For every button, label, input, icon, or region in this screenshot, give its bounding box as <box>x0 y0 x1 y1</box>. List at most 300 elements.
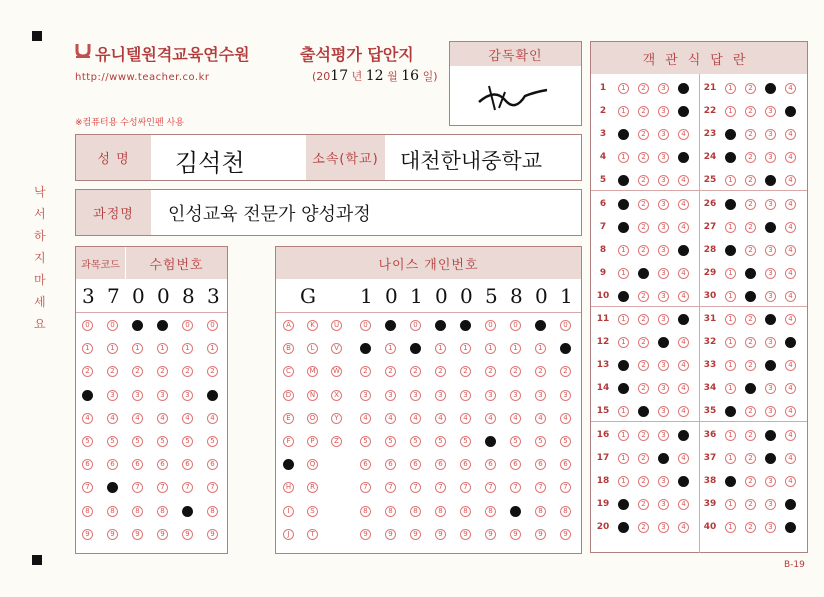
neis-digit-bubble[interactable]: 8 <box>460 506 471 517</box>
answer-bubble[interactable]: 4 <box>785 129 796 140</box>
neis-digit-bubble[interactable]: 7 <box>535 482 546 493</box>
code-bubble[interactable]: 6 <box>82 459 93 470</box>
neis-digit-bubble[interactable]: 3 <box>535 390 546 401</box>
neis-letter-bubble[interactable]: R <box>307 482 318 493</box>
neis-digit-bubble[interactable]: 1 <box>410 343 421 354</box>
neis-digit-bubble[interactable]: 7 <box>460 482 471 493</box>
code-bubble[interactable]: 6 <box>132 459 143 470</box>
code-bubble[interactable]: 5 <box>207 436 218 447</box>
neis-letter-bubble[interactable]: G <box>283 459 294 470</box>
code-bubble[interactable]: 5 <box>182 436 193 447</box>
neis-digit-bubble[interactable]: 3 <box>385 390 396 401</box>
answer-bubble[interactable]: 1 <box>725 522 736 533</box>
answer-bubble[interactable]: 2 <box>638 360 649 371</box>
answer-bubble[interactable]: 1 <box>725 83 736 94</box>
code-bubble[interactable]: 9 <box>82 529 93 540</box>
answer-bubble[interactable]: 3 <box>658 406 669 417</box>
answer-bubble[interactable]: 1 <box>618 360 629 371</box>
answer-bubble[interactable]: 1 <box>618 152 629 163</box>
code-bubble[interactable]: 8 <box>132 506 143 517</box>
neis-digit-bubble[interactable]: 8 <box>435 506 446 517</box>
code-bubble[interactable]: 9 <box>157 529 168 540</box>
answer-bubble[interactable]: 2 <box>638 175 649 186</box>
neis-digit-bubble[interactable]: 0 <box>360 320 371 331</box>
answer-bubble[interactable]: 1 <box>725 106 736 117</box>
answer-bubble[interactable]: 4 <box>785 106 796 117</box>
code-bubble[interactable]: 9 <box>182 529 193 540</box>
neis-letter-bubble[interactable]: P <box>307 436 318 447</box>
neis-digit-bubble[interactable]: 6 <box>510 459 521 470</box>
answer-bubble[interactable]: 2 <box>638 499 649 510</box>
answer-bubble[interactable]: 2 <box>638 199 649 210</box>
answer-bubble[interactable]: 4 <box>678 268 689 279</box>
neis-letter-bubble[interactable]: I <box>283 506 294 517</box>
neis-digit-bubble[interactable]: 1 <box>460 343 471 354</box>
code-bubble[interactable]: 7 <box>182 482 193 493</box>
answer-bubble[interactable]: 2 <box>745 106 756 117</box>
code-bubble[interactable]: 3 <box>182 390 193 401</box>
neis-digit-bubble[interactable]: 1 <box>560 343 571 354</box>
answer-bubble[interactable]: 3 <box>765 152 776 163</box>
answer-bubble[interactable]: 1 <box>618 129 629 140</box>
neis-digit-bubble[interactable]: 9 <box>385 529 396 540</box>
answer-bubble[interactable]: 3 <box>765 383 776 394</box>
answer-bubble[interactable]: 4 <box>785 337 796 348</box>
neis-digit-bubble[interactable]: 3 <box>560 390 571 401</box>
code-bubble[interactable]: 5 <box>107 436 118 447</box>
code-bubble[interactable]: 0 <box>82 320 93 331</box>
answer-bubble[interactable]: 3 <box>658 383 669 394</box>
answer-bubble[interactable]: 1 <box>725 499 736 510</box>
answer-bubble[interactable]: 1 <box>618 430 629 441</box>
neis-digit-bubble[interactable]: 1 <box>485 343 496 354</box>
answer-bubble[interactable]: 3 <box>765 430 776 441</box>
answer-bubble[interactable]: 4 <box>678 337 689 348</box>
neis-digit-bubble[interactable]: 0 <box>510 320 521 331</box>
neis-digit-bubble[interactable]: 8 <box>485 506 496 517</box>
code-bubble[interactable]: 9 <box>132 529 143 540</box>
answer-bubble[interactable]: 1 <box>618 453 629 464</box>
answer-bubble[interactable]: 2 <box>638 453 649 464</box>
neis-digit-bubble[interactable]: 9 <box>510 529 521 540</box>
code-bubble[interactable]: 3 <box>207 390 218 401</box>
code-bubble[interactable]: 5 <box>157 436 168 447</box>
neis-letter-bubble[interactable]: K <box>307 320 318 331</box>
code-bubble[interactable]: 6 <box>182 459 193 470</box>
answer-bubble[interactable]: 2 <box>745 314 756 325</box>
answer-bubble[interactable]: 4 <box>678 245 689 256</box>
answer-bubble[interactable]: 1 <box>725 268 736 279</box>
neis-letter-bubble[interactable]: L <box>307 343 318 354</box>
answer-bubble[interactable]: 2 <box>745 129 756 140</box>
answer-bubble[interactable]: 4 <box>678 476 689 487</box>
answer-bubble[interactable]: 4 <box>678 291 689 302</box>
neis-digit-bubble[interactable]: 8 <box>560 506 571 517</box>
code-bubble[interactable]: 3 <box>132 390 143 401</box>
answer-bubble[interactable]: 4 <box>678 522 689 533</box>
neis-digit-bubble[interactable]: 9 <box>360 529 371 540</box>
code-bubble[interactable]: 6 <box>157 459 168 470</box>
answer-bubble[interactable]: 2 <box>638 522 649 533</box>
code-bubble[interactable]: 3 <box>107 390 118 401</box>
answer-bubble[interactable]: 2 <box>745 453 756 464</box>
answer-bubble[interactable]: 1 <box>725 291 736 302</box>
answer-bubble[interactable]: 4 <box>785 245 796 256</box>
neis-digit-bubble[interactable]: 5 <box>410 436 421 447</box>
code-bubble[interactable]: 2 <box>182 366 193 377</box>
answer-bubble[interactable]: 1 <box>725 360 736 371</box>
code-bubble[interactable]: 8 <box>82 506 93 517</box>
answer-bubble[interactable]: 2 <box>638 476 649 487</box>
answer-bubble[interactable]: 4 <box>678 129 689 140</box>
neis-digit-bubble[interactable]: 1 <box>510 343 521 354</box>
answer-bubble[interactable]: 4 <box>678 314 689 325</box>
neis-digit-bubble[interactable]: 2 <box>485 366 496 377</box>
neis-digit-bubble[interactable]: 3 <box>485 390 496 401</box>
answer-bubble[interactable]: 3 <box>765 337 776 348</box>
code-bubble[interactable]: 1 <box>107 343 118 354</box>
neis-digit-bubble[interactable]: 8 <box>385 506 396 517</box>
answer-bubble[interactable]: 4 <box>785 291 796 302</box>
code-bubble[interactable]: 2 <box>157 366 168 377</box>
answer-bubble[interactable]: 1 <box>618 314 629 325</box>
answer-bubble[interactable]: 4 <box>678 83 689 94</box>
answer-bubble[interactable]: 3 <box>658 268 669 279</box>
code-bubble[interactable]: 9 <box>107 529 118 540</box>
code-bubble[interactable]: 4 <box>132 413 143 424</box>
answer-bubble[interactable]: 1 <box>725 129 736 140</box>
code-bubble[interactable]: 4 <box>82 413 93 424</box>
neis-digit-bubble[interactable]: 8 <box>410 506 421 517</box>
code-bubble[interactable]: 8 <box>182 506 193 517</box>
answer-bubble[interactable]: 4 <box>785 499 796 510</box>
answer-bubble[interactable]: 3 <box>765 314 776 325</box>
answer-bubble[interactable]: 1 <box>725 406 736 417</box>
neis-letter-bubble[interactable]: N <box>307 390 318 401</box>
answer-bubble[interactable]: 2 <box>638 430 649 441</box>
code-bubble[interactable]: 5 <box>132 436 143 447</box>
answer-bubble[interactable]: 3 <box>658 291 669 302</box>
neis-digit-bubble[interactable]: 6 <box>560 459 571 470</box>
answer-bubble[interactable]: 3 <box>658 222 669 233</box>
code-bubble[interactable]: 1 <box>157 343 168 354</box>
neis-digit-bubble[interactable]: 9 <box>410 529 421 540</box>
answer-bubble[interactable]: 2 <box>745 152 756 163</box>
neis-digit-bubble[interactable]: 2 <box>535 366 546 377</box>
neis-digit-bubble[interactable]: 4 <box>385 413 396 424</box>
answer-bubble[interactable]: 1 <box>725 314 736 325</box>
answer-bubble[interactable]: 3 <box>658 106 669 117</box>
answer-bubble[interactable]: 2 <box>745 499 756 510</box>
answer-bubble[interactable]: 4 <box>785 268 796 279</box>
code-bubble[interactable]: 7 <box>157 482 168 493</box>
code-bubble[interactable]: 1 <box>182 343 193 354</box>
answer-bubble[interactable]: 2 <box>638 268 649 279</box>
answer-bubble[interactable]: 1 <box>618 499 629 510</box>
neis-digit-bubble[interactable]: 9 <box>485 529 496 540</box>
answer-bubble[interactable]: 4 <box>678 199 689 210</box>
neis-digit-bubble[interactable]: 6 <box>435 459 446 470</box>
neis-digit-bubble[interactable]: 0 <box>485 320 496 331</box>
answer-bubble[interactable]: 3 <box>765 106 776 117</box>
answer-bubble[interactable]: 3 <box>765 268 776 279</box>
answer-bubble[interactable]: 4 <box>678 430 689 441</box>
neis-digit-bubble[interactable]: 2 <box>435 366 446 377</box>
answer-bubble[interactable]: 4 <box>678 383 689 394</box>
neis-digit-bubble[interactable]: 5 <box>510 436 521 447</box>
neis-digit-bubble[interactable]: 7 <box>410 482 421 493</box>
answer-bubble[interactable]: 1 <box>618 83 629 94</box>
answer-bubble[interactable]: 3 <box>765 83 776 94</box>
neis-digit-bubble[interactable]: 6 <box>360 459 371 470</box>
answer-bubble[interactable]: 1 <box>618 199 629 210</box>
neis-digit-bubble[interactable]: 2 <box>410 366 421 377</box>
neis-digit-bubble[interactable]: 1 <box>360 343 371 354</box>
answer-bubble[interactable]: 1 <box>725 152 736 163</box>
code-bubble[interactable]: 0 <box>132 320 143 331</box>
answer-bubble[interactable]: 3 <box>765 129 776 140</box>
answer-bubble[interactable]: 1 <box>618 222 629 233</box>
answer-bubble[interactable]: 4 <box>678 106 689 117</box>
neis-digit-bubble[interactable]: 8 <box>535 506 546 517</box>
answer-bubble[interactable]: 2 <box>745 222 756 233</box>
neis-letter-bubble[interactable]: E <box>283 413 294 424</box>
neis-digit-bubble[interactable]: 7 <box>435 482 446 493</box>
neis-digit-bubble[interactable]: 6 <box>385 459 396 470</box>
neis-letter-bubble[interactable]: H <box>283 482 294 493</box>
neis-digit-bubble[interactable]: 5 <box>360 436 371 447</box>
answer-bubble[interactable]: 3 <box>765 522 776 533</box>
code-bubble[interactable]: 1 <box>132 343 143 354</box>
answer-bubble[interactable]: 3 <box>765 199 776 210</box>
neis-digit-bubble[interactable]: 5 <box>485 436 496 447</box>
answer-bubble[interactable]: 2 <box>638 222 649 233</box>
answer-bubble[interactable]: 2 <box>638 314 649 325</box>
neis-digit-bubble[interactable]: 3 <box>410 390 421 401</box>
neis-digit-bubble[interactable]: 9 <box>460 529 471 540</box>
code-bubble[interactable]: 4 <box>107 413 118 424</box>
neis-digit-bubble[interactable]: 4 <box>485 413 496 424</box>
neis-digit-bubble[interactable]: 1 <box>435 343 446 354</box>
neis-digit-bubble[interactable]: 7 <box>360 482 371 493</box>
code-bubble[interactable]: 0 <box>182 320 193 331</box>
code-bubble[interactable]: 6 <box>107 459 118 470</box>
code-bubble[interactable]: 8 <box>157 506 168 517</box>
neis-digit-bubble[interactable]: 4 <box>510 413 521 424</box>
neis-letter-bubble[interactable]: D <box>283 390 294 401</box>
neis-digit-bubble[interactable]: 0 <box>435 320 446 331</box>
neis-digit-bubble[interactable]: 6 <box>460 459 471 470</box>
answer-bubble[interactable]: 3 <box>658 453 669 464</box>
neis-letter-bubble[interactable]: Z <box>331 436 342 447</box>
code-bubble[interactable]: 0 <box>107 320 118 331</box>
answer-bubble[interactable]: 2 <box>745 268 756 279</box>
neis-letter-bubble[interactable]: C <box>283 366 294 377</box>
answer-bubble[interactable]: 3 <box>765 476 776 487</box>
neis-letter-bubble[interactable]: U <box>331 320 342 331</box>
answer-bubble[interactable]: 3 <box>658 522 669 533</box>
answer-bubble[interactable]: 3 <box>658 83 669 94</box>
neis-digit-bubble[interactable]: 7 <box>385 482 396 493</box>
code-bubble[interactable]: 2 <box>107 366 118 377</box>
answer-bubble[interactable]: 1 <box>618 245 629 256</box>
answer-bubble[interactable]: 3 <box>765 406 776 417</box>
neis-digit-bubble[interactable]: 3 <box>360 390 371 401</box>
answer-bubble[interactable]: 1 <box>725 337 736 348</box>
answer-bubble[interactable]: 1 <box>618 106 629 117</box>
answer-bubble[interactable]: 3 <box>765 175 776 186</box>
code-bubble[interactable]: 3 <box>82 390 93 401</box>
neis-letter-bubble[interactable]: F <box>283 436 294 447</box>
neis-letter-bubble[interactable]: W <box>331 366 342 377</box>
neis-letter-bubble[interactable]: T <box>307 529 318 540</box>
answer-bubble[interactable]: 3 <box>765 222 776 233</box>
neis-digit-bubble[interactable]: 6 <box>535 459 546 470</box>
answer-bubble[interactable]: 3 <box>765 245 776 256</box>
answer-bubble[interactable]: 4 <box>785 199 796 210</box>
answer-bubble[interactable]: 2 <box>638 291 649 302</box>
answer-bubble[interactable]: 1 <box>618 337 629 348</box>
answer-bubble[interactable]: 2 <box>745 522 756 533</box>
answer-bubble[interactable]: 1 <box>725 245 736 256</box>
neis-digit-bubble[interactable]: 4 <box>535 413 546 424</box>
neis-digit-bubble[interactable]: 1 <box>385 343 396 354</box>
code-bubble[interactable]: 5 <box>82 436 93 447</box>
code-bubble[interactable]: 4 <box>182 413 193 424</box>
answer-bubble[interactable]: 4 <box>785 383 796 394</box>
answer-bubble[interactable]: 2 <box>745 360 756 371</box>
answer-bubble[interactable]: 1 <box>618 476 629 487</box>
answer-bubble[interactable]: 4 <box>785 152 796 163</box>
answer-bubble[interactable]: 3 <box>658 337 669 348</box>
code-bubble[interactable]: 7 <box>82 482 93 493</box>
neis-digit-bubble[interactable]: 3 <box>435 390 446 401</box>
neis-digit-bubble[interactable]: 9 <box>535 529 546 540</box>
answer-bubble[interactable]: 3 <box>765 291 776 302</box>
neis-digit-bubble[interactable]: 4 <box>410 413 421 424</box>
neis-digit-bubble[interactable]: 9 <box>435 529 446 540</box>
answer-bubble[interactable]: 2 <box>745 430 756 441</box>
neis-letter-bubble[interactable]: J <box>283 529 294 540</box>
neis-digit-bubble[interactable]: 4 <box>360 413 371 424</box>
answer-bubble[interactable]: 1 <box>725 476 736 487</box>
code-bubble[interactable]: 7 <box>132 482 143 493</box>
code-bubble[interactable]: 7 <box>107 482 118 493</box>
answer-bubble[interactable]: 2 <box>745 406 756 417</box>
answer-bubble[interactable]: 2 <box>638 337 649 348</box>
code-bubble[interactable]: 8 <box>107 506 118 517</box>
answer-bubble[interactable]: 1 <box>725 222 736 233</box>
answer-bubble[interactable]: 4 <box>785 175 796 186</box>
answer-bubble[interactable]: 4 <box>785 430 796 441</box>
answer-bubble[interactable]: 4 <box>678 175 689 186</box>
answer-bubble[interactable]: 3 <box>658 152 669 163</box>
neis-digit-bubble[interactable]: 1 <box>535 343 546 354</box>
neis-digit-bubble[interactable]: 3 <box>460 390 471 401</box>
answer-bubble[interactable]: 2 <box>745 383 756 394</box>
code-bubble[interactable]: 2 <box>207 366 218 377</box>
neis-digit-bubble[interactable]: 0 <box>560 320 571 331</box>
code-bubble[interactable]: 8 <box>207 506 218 517</box>
answer-bubble[interactable]: 3 <box>765 453 776 464</box>
neis-digit-bubble[interactable]: 6 <box>485 459 496 470</box>
answer-bubble[interactable]: 3 <box>658 499 669 510</box>
neis-digit-bubble[interactable]: 0 <box>410 320 421 331</box>
code-bubble[interactable]: 2 <box>82 366 93 377</box>
answer-bubble[interactable]: 3 <box>658 199 669 210</box>
answer-bubble[interactable]: 2 <box>745 175 756 186</box>
answer-bubble[interactable]: 2 <box>638 383 649 394</box>
answer-bubble[interactable]: 3 <box>765 360 776 371</box>
code-bubble[interactable]: 3 <box>157 390 168 401</box>
neis-digit-bubble[interactable]: 2 <box>385 366 396 377</box>
answer-bubble[interactable]: 4 <box>785 522 796 533</box>
answer-bubble[interactable]: 2 <box>638 106 649 117</box>
neis-digit-bubble[interactable]: 4 <box>460 413 471 424</box>
answer-bubble[interactable]: 3 <box>658 175 669 186</box>
code-bubble[interactable]: 4 <box>207 413 218 424</box>
neis-digit-bubble[interactable]: 7 <box>485 482 496 493</box>
neis-letter-bubble[interactable]: V <box>331 343 342 354</box>
neis-digit-bubble[interactable]: 0 <box>385 320 396 331</box>
code-bubble[interactable]: 1 <box>207 343 218 354</box>
answer-bubble[interactable]: 3 <box>658 430 669 441</box>
answer-bubble[interactable]: 4 <box>785 360 796 371</box>
answer-bubble[interactable]: 2 <box>638 83 649 94</box>
neis-letter-bubble[interactable]: X <box>331 390 342 401</box>
answer-bubble[interactable]: 4 <box>678 499 689 510</box>
neis-digit-bubble[interactable]: 2 <box>510 366 521 377</box>
answer-bubble[interactable]: 4 <box>785 83 796 94</box>
answer-bubble[interactable]: 4 <box>678 453 689 464</box>
neis-digit-bubble[interactable]: 2 <box>360 366 371 377</box>
neis-letter-bubble[interactable]: O <box>307 413 318 424</box>
answer-bubble[interactable]: 1 <box>725 199 736 210</box>
answer-bubble[interactable]: 3 <box>658 129 669 140</box>
answer-bubble[interactable]: 3 <box>658 476 669 487</box>
neis-digit-bubble[interactable]: 8 <box>510 506 521 517</box>
neis-digit-bubble[interactable]: 0 <box>460 320 471 331</box>
code-bubble[interactable]: 7 <box>207 482 218 493</box>
code-bubble[interactable]: 0 <box>157 320 168 331</box>
answer-bubble[interactable]: 4 <box>678 360 689 371</box>
answer-bubble[interactable]: 2 <box>745 83 756 94</box>
answer-bubble[interactable]: 1 <box>618 383 629 394</box>
answer-bubble[interactable]: 1 <box>725 430 736 441</box>
neis-digit-bubble[interactable]: 6 <box>410 459 421 470</box>
answer-bubble[interactable]: 2 <box>638 129 649 140</box>
answer-bubble[interactable]: 1 <box>618 268 629 279</box>
answer-bubble[interactable]: 4 <box>678 152 689 163</box>
neis-digit-bubble[interactable]: 4 <box>435 413 446 424</box>
answer-bubble[interactable]: 2 <box>745 337 756 348</box>
answer-bubble[interactable]: 2 <box>745 476 756 487</box>
answer-bubble[interactable]: 3 <box>658 314 669 325</box>
answer-bubble[interactable]: 2 <box>745 291 756 302</box>
neis-digit-bubble[interactable]: 0 <box>535 320 546 331</box>
neis-digit-bubble[interactable]: 2 <box>460 366 471 377</box>
neis-digit-bubble[interactable]: 7 <box>510 482 521 493</box>
answer-bubble[interactable]: 1 <box>618 175 629 186</box>
answer-bubble[interactable]: 1 <box>618 522 629 533</box>
neis-letter-bubble[interactable]: Y <box>331 413 342 424</box>
neis-digit-bubble[interactable]: 5 <box>460 436 471 447</box>
code-bubble[interactable]: 1 <box>82 343 93 354</box>
neis-digit-bubble[interactable]: 9 <box>560 529 571 540</box>
code-bubble[interactable]: 4 <box>157 413 168 424</box>
answer-bubble[interactable]: 3 <box>658 360 669 371</box>
neis-digit-bubble[interactable]: 5 <box>385 436 396 447</box>
